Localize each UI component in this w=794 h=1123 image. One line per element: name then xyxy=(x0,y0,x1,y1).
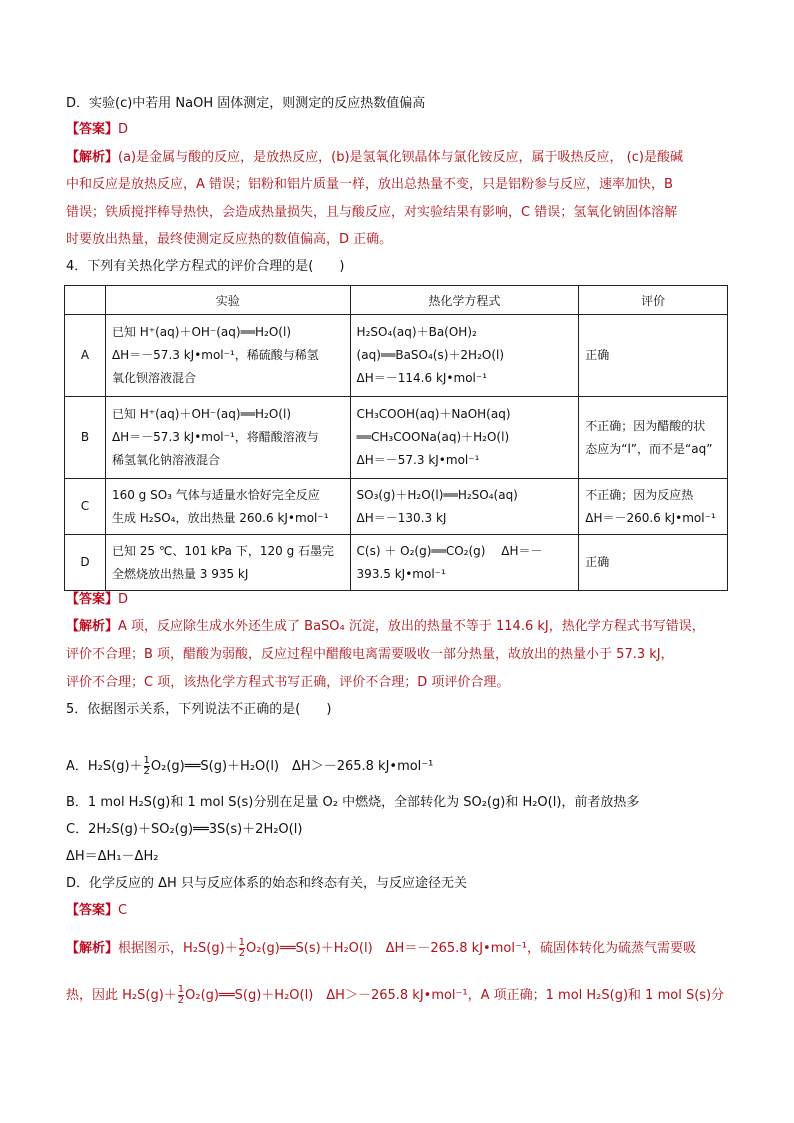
table-header-row xyxy=(65,286,728,315)
cell-line: ΔH＝－130.3 kJ xyxy=(356,510,447,525)
cell-line: 稀氢氧化钠溶液混合 xyxy=(111,453,220,467)
cell-line: 393.5 kJ•mol⁻¹ xyxy=(356,566,446,581)
header-cell: 评价 xyxy=(579,286,728,315)
row-label: A xyxy=(65,315,106,397)
row-label: B xyxy=(65,397,106,479)
q5-option-a xyxy=(66,756,433,777)
q5-analysis-line2 xyxy=(66,985,724,1006)
answer-tag: 【答案】 xyxy=(66,903,119,918)
experiment-cell xyxy=(105,479,350,535)
header-cell xyxy=(65,286,106,315)
row-label: D xyxy=(65,535,106,591)
answer-tag: 【答案】 xyxy=(66,592,119,607)
option-text: A．H₂S(g)＋ xyxy=(66,759,143,774)
analysis-text: A 项，反应除生成水外还生成了 BaSO₄ 沉淀，放出的热量不等于 114.6 kJ，热化学方程式书写错误， xyxy=(118,619,705,634)
evaluation-cell xyxy=(579,397,728,479)
cell-line: 正确 xyxy=(585,555,610,569)
answer-value: C xyxy=(118,903,128,918)
fraction-denominator: 2 xyxy=(238,948,246,959)
equation-cell xyxy=(350,315,579,397)
cell-line: 不正确；因为醋酸的状 xyxy=(585,418,706,433)
q3-analysis-line4: 时要放出热量，最终使测定反应热的数值偏高，D 正确。 xyxy=(66,232,393,247)
q3-analysis-line1 xyxy=(66,148,683,168)
cell-line: SO₃(g)＋H₂O(l)══H₂SO₄(aq) xyxy=(356,487,518,502)
answer-tag: 【答案】 xyxy=(66,122,119,137)
table-row xyxy=(65,535,728,591)
cell-line: C(s) ＋ O₂(g)══CO₂(g) ΔH＝－ xyxy=(356,543,543,558)
answer-value: D xyxy=(118,122,129,137)
cell-line: 正确 xyxy=(585,348,610,362)
q3-option-d: D．实验(c)中若用 NaOH 固体测定，则测定的反应热数值偏高 xyxy=(66,96,426,111)
equation-cell xyxy=(350,397,579,479)
equation-cell xyxy=(350,535,579,591)
fraction-numerator: 1 xyxy=(238,937,246,948)
cell-line: ΔH＝－57.3 kJ•mol⁻¹，将醋酸溶液与 xyxy=(111,430,319,444)
q5-stem: 5．依据图示关系，下列说法不正确的是( ) xyxy=(66,702,332,717)
table-row xyxy=(65,315,728,397)
q4-answer-line xyxy=(66,590,128,610)
q3-analysis-line3: 错误；铁质搅拌棒导热快，会造成热量损失，且与酸反应，对实验结果有影响，C 错误；氢氧化钠固体溶解 xyxy=(66,205,678,220)
analysis-text: O₂(g)══S(g)＋H₂O(l) ΔH＞－265.8 kJ•mol⁻¹，A 项正确；1 mol H₂S(g)和 1 mol S(s)分 xyxy=(185,988,725,1003)
header-cell: 实验 xyxy=(105,286,350,315)
cell-line: 160 g SO₃ 气体与适量水恰好完全反应 xyxy=(111,487,320,502)
fraction-numerator: 1 xyxy=(143,755,150,766)
evaluation-cell xyxy=(579,535,728,591)
q5-option-b: B．1 mol H₂S(g)和 1 mol S(s)分别在足量 O₂ 中燃烧，全部转化为 SO₂(g)和 H₂O(l)，前者放热多 xyxy=(66,795,640,810)
q4-analysis-line3: 评价不合理；C 项，该热化学方程式书写正确，评价不合理；D 项评价合理。 xyxy=(66,675,510,690)
q4-analysis-line2: 评价不合理；B 项，醋酸为弱酸，反应过程中醋酸电离需要吸收一部分热量，故放出的热量小于 57.3 kJ， xyxy=(66,647,674,662)
equation-cell xyxy=(350,479,579,535)
experiment-cell xyxy=(105,397,350,479)
cell-line: ΔH＝－114.6 kJ•mol⁻¹ xyxy=(356,371,488,385)
q4-stem: 4．下列有关热化学方程式的评价合理的是( ) xyxy=(66,259,345,274)
cell-line: ══CH₃COONa(aq)＋H₂O(l) xyxy=(356,430,510,444)
cell-line: CH₃COOH(aq)＋NaOH(aq) xyxy=(356,407,511,421)
q4-analysis-line1 xyxy=(66,617,705,637)
q5-option-c-dh: ΔH＝ΔH₁－ΔH₂ xyxy=(66,849,159,864)
option-text: O₂(g)══S(g)＋H₂O(l) ΔH＞－265.8 kJ•mol⁻¹ xyxy=(150,759,434,774)
answer-value: D xyxy=(118,592,129,607)
cell-line: H₂SO₄(aq)＋Ba(OH)₂ xyxy=(356,325,477,339)
header-cell: 热化学方程式 xyxy=(350,286,579,315)
analysis-text: O₂(g)══S(s)＋H₂O(l) ΔH＝－265.8 kJ•mol⁻¹，硫固体转化为硫蒸气需要吸 xyxy=(246,941,697,956)
evaluation-cell xyxy=(579,315,728,397)
q5-answer-line xyxy=(66,901,127,921)
cell-line: (aq)══BaSO₄(s)＋2H₂O(l) xyxy=(356,348,505,362)
analysis-tag: 【解析】 xyxy=(66,619,119,634)
q3-answer-line xyxy=(66,120,128,140)
analysis-tag: 【解析】 xyxy=(66,941,119,956)
table-row xyxy=(65,479,728,535)
q5-analysis-line1 xyxy=(66,938,696,959)
fraction-denominator: 2 xyxy=(143,766,150,777)
q5-option-c: C．2H₂S(g)＋SO₂(g)══3S(s)＋2H₂O(l) xyxy=(66,822,303,837)
analysis-text: 热，因此 H₂S(g)＋ xyxy=(66,988,177,1003)
cell-line: 氧化钡溶液混合 xyxy=(111,371,196,385)
cell-line: 不正确；因为反应热 xyxy=(585,487,694,502)
cell-line: ΔH＝－57.3 kJ•mol⁻¹ xyxy=(356,453,480,467)
fraction xyxy=(178,985,184,1006)
analysis-tag: 【解析】 xyxy=(66,150,119,165)
cell-line: 全燃烧放出热量 3 935 kJ xyxy=(111,566,249,581)
row-label: C xyxy=(65,479,106,535)
experiment-cell xyxy=(105,315,350,397)
fraction-numerator: 1 xyxy=(177,984,185,995)
evaluation-cell xyxy=(579,479,728,535)
cell-line: 已知 H⁺(aq)＋OH⁻(aq)══H₂O(l) xyxy=(111,325,292,339)
q4-table xyxy=(64,285,728,591)
analysis-text: 根据图示，H₂S(g)＋ xyxy=(118,941,238,956)
cell-line: 已知 H⁺(aq)＋OH⁻(aq)══H₂O(l) xyxy=(111,407,292,421)
fraction xyxy=(144,756,150,777)
cell-line: ΔH＝－260.6 kJ•mol⁻¹ xyxy=(585,510,716,525)
analysis-text: (a)是金属与酸的反应，是放热反应，(b)是氢氧化钡晶体与氯化铵反应，属于吸热反应， (c)是酸碱 xyxy=(118,150,683,165)
cell-line: ΔH＝－57.3 kJ•mol⁻¹，稀硫酸与稀氢 xyxy=(111,348,319,362)
fraction xyxy=(239,938,245,959)
experiment-cell xyxy=(105,535,350,591)
table-row xyxy=(65,397,728,479)
q3-analysis-line2: 中和反应是放热反应，A 错误；铝粉和铝片质量一样，放出总热量不变，只是铝粉参与反应，速率加快，B xyxy=(66,177,673,192)
fraction-denominator: 2 xyxy=(177,995,185,1006)
cell-line: 态应为“l”，而不是“aq” xyxy=(585,441,713,456)
cell-line: 已知 25 ℃、101 kPa 下，120 g 石墨完 xyxy=(111,543,334,558)
q5-option-d: D．化学反应的 ΔH 只与反应体系的始态和终态有关，与反应途径无关 xyxy=(66,876,467,891)
cell-line: 生成 H₂SO₄，放出热量 260.6 kJ•mol⁻¹ xyxy=(111,510,329,525)
